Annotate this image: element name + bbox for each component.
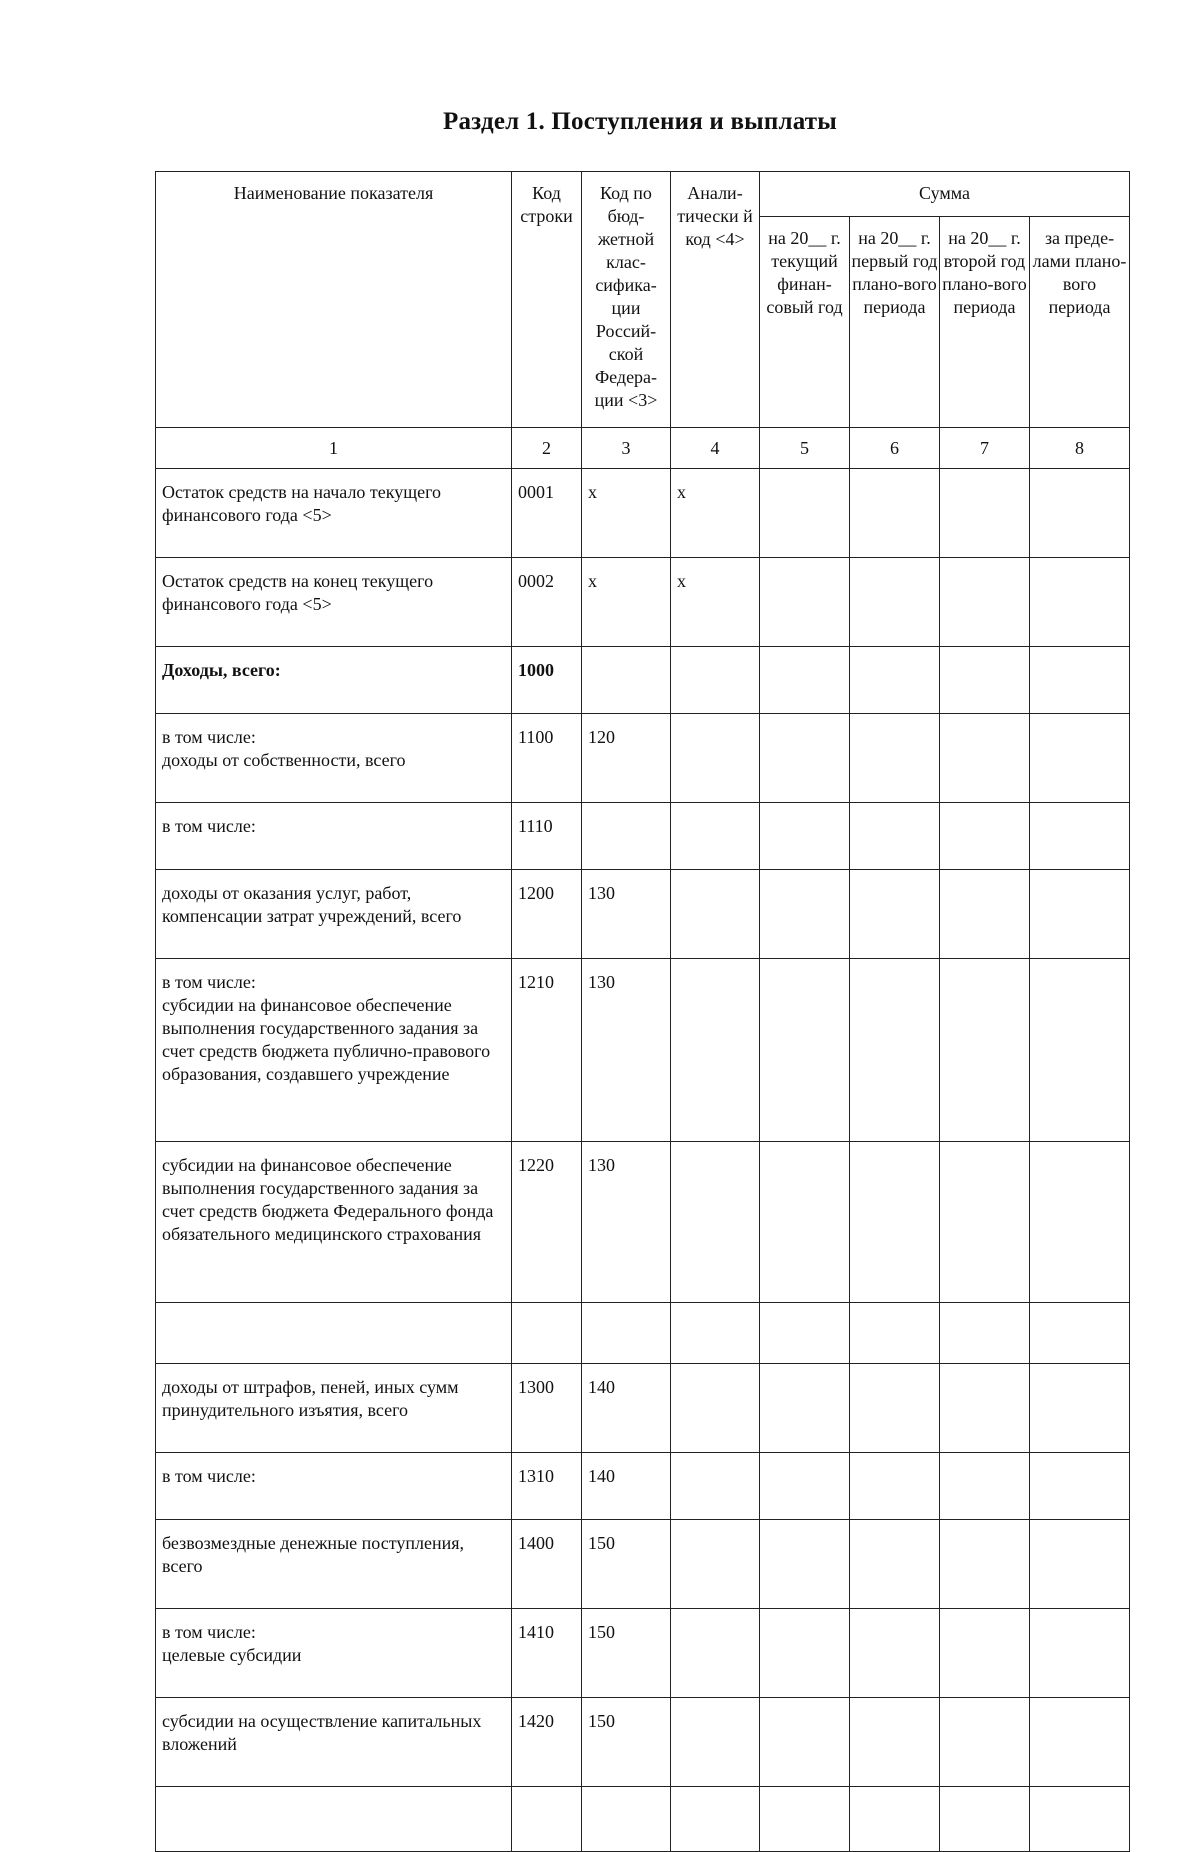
row-sum-cell — [940, 870, 1030, 959]
row-sum-cell — [1030, 714, 1130, 803]
table-row — [156, 647, 1130, 714]
row-budget-code: 130 — [582, 959, 671, 1142]
row-line-code: 1220 — [512, 1142, 582, 1303]
row-sum-cell — [850, 1520, 940, 1609]
row-line-code: 0001 — [512, 469, 582, 558]
row-sum-cell — [850, 1787, 940, 1852]
table-row — [156, 1453, 1130, 1520]
row-sum-cell — [760, 647, 850, 714]
row-sum-cell — [760, 1303, 850, 1364]
row-sum-cell — [1030, 1303, 1130, 1364]
header-sum-second-plan-year: на 20__ г. второй год плано-вого периода — [940, 217, 1030, 428]
row-budget-code: 120 — [582, 714, 671, 803]
row-budget-code: 150 — [582, 1520, 671, 1609]
row-budget-code: x — [582, 469, 671, 558]
row-analytic-code — [671, 1520, 760, 1609]
row-name: в том числе: — [156, 803, 512, 870]
row-sum-cell — [940, 959, 1030, 1142]
row-sum-cell — [1030, 1787, 1130, 1852]
row-sum-cell — [760, 469, 850, 558]
row-line-code: 1300 — [512, 1364, 582, 1453]
header-sum-first-plan-year: на 20__ г. первый год плано-вого периода — [850, 217, 940, 428]
row-sum-cell — [1030, 803, 1130, 870]
row-sum-cell — [850, 469, 940, 558]
row-sum-cell — [760, 1453, 850, 1520]
row-name — [156, 1787, 512, 1852]
header-sum-current-year: на 20__ г. текущий финан-совый год — [760, 217, 850, 428]
row-analytic-code — [671, 1787, 760, 1852]
row-sum-cell — [1030, 1142, 1130, 1303]
row-budget-code — [582, 1787, 671, 1852]
row-name: субсидии на финансовое обеспечение выполнения государственного задания за счет средств бюджета Федерального фонда обязательного медицинского страхования — [156, 1142, 512, 1303]
row-sum-cell — [850, 558, 940, 647]
row-name: в том числе: — [156, 1453, 512, 1520]
header-sum-beyond-plan: за преде-лами плано-вого периода — [1030, 217, 1130, 428]
row-sum-cell — [850, 870, 940, 959]
table-row — [156, 1520, 1130, 1609]
row-sum-cell — [850, 1303, 940, 1364]
row-sum-cell — [760, 714, 850, 803]
row-budget-code: 150 — [582, 1698, 671, 1787]
column-number: 1 — [156, 428, 512, 469]
row-budget-code — [582, 803, 671, 870]
row-sum-cell — [760, 1787, 850, 1852]
column-number: 7 — [940, 428, 1030, 469]
row-sum-cell — [1030, 558, 1130, 647]
row-sum-cell — [850, 1453, 940, 1520]
row-sum-cell — [940, 1364, 1030, 1453]
row-name: Остаток средств на конец текущего финансового года <5> — [156, 558, 512, 647]
header-sum: Сумма — [760, 172, 1130, 217]
row-sum-cell — [760, 803, 850, 870]
row-sum-cell — [1030, 1453, 1130, 1520]
column-number: 5 — [760, 428, 850, 469]
row-sum-cell — [940, 1787, 1030, 1852]
column-number: 6 — [850, 428, 940, 469]
row-sum-cell — [760, 1698, 850, 1787]
header-analytic-code: Анали-тически й код <4> — [671, 172, 760, 428]
row-budget-code — [582, 647, 671, 714]
row-line-code — [512, 1787, 582, 1852]
row-analytic-code — [671, 1364, 760, 1453]
row-analytic-code — [671, 1698, 760, 1787]
row-sum-cell — [760, 1609, 850, 1698]
row-sum-cell — [1030, 870, 1130, 959]
row-sum-cell — [760, 1142, 850, 1303]
income-payments-table — [155, 171, 1130, 1852]
row-sum-cell — [940, 469, 1030, 558]
row-analytic-code — [671, 870, 760, 959]
row-analytic-code — [671, 959, 760, 1142]
row-sum-cell — [940, 1520, 1030, 1609]
row-line-code: 1410 — [512, 1609, 582, 1698]
row-sum-cell — [940, 803, 1030, 870]
row-line-code: 1110 — [512, 803, 582, 870]
row-analytic-code: x — [671, 558, 760, 647]
row-sum-cell — [760, 1520, 850, 1609]
row-name: Остаток средств на начало текущего финансового года <5> — [156, 469, 512, 558]
table-row — [156, 1364, 1130, 1453]
row-name: безвозмездные денежные поступления, всего — [156, 1520, 512, 1609]
table-row — [156, 1303, 1130, 1364]
table-row — [156, 1609, 1130, 1698]
row-line-code: 1310 — [512, 1453, 582, 1520]
row-analytic-code — [671, 1142, 760, 1303]
row-line-code: 1000 — [512, 647, 582, 714]
column-number: 3 — [582, 428, 671, 469]
row-sum-cell — [850, 1698, 940, 1787]
row-analytic-code — [671, 1303, 760, 1364]
row-sum-cell — [940, 1453, 1030, 1520]
row-analytic-code: x — [671, 469, 760, 558]
row-name: в том числе: субсидии на финансовое обеспечение выполнения государственного задания за счет средств бюджета публично-правового образования, создавшего учреждение — [156, 959, 512, 1142]
row-name — [156, 1303, 512, 1364]
row-sum-cell — [760, 870, 850, 959]
row-line-code: 1420 — [512, 1698, 582, 1787]
row-line-code: 0002 — [512, 558, 582, 647]
row-sum-cell — [940, 647, 1030, 714]
column-number-row — [156, 428, 1130, 469]
table-row — [156, 1698, 1130, 1787]
row-name: субсидии на осуществление капитальных вложений — [156, 1698, 512, 1787]
row-sum-cell — [1030, 1609, 1130, 1698]
row-analytic-code — [671, 803, 760, 870]
row-sum-cell — [940, 714, 1030, 803]
row-sum-cell — [940, 558, 1030, 647]
row-line-code — [512, 1303, 582, 1364]
row-name: в том числе: целевые субсидии — [156, 1609, 512, 1698]
row-budget-code — [582, 1303, 671, 1364]
row-name: Доходы, всего: — [156, 647, 512, 714]
row-budget-code: 140 — [582, 1453, 671, 1520]
header-budget-code: Код по бюд-жетной клас-сифика-ции Россий-ской Федера-ции <3> — [582, 172, 671, 428]
row-sum-cell — [850, 1364, 940, 1453]
row-line-code: 1210 — [512, 959, 582, 1142]
row-budget-code: 140 — [582, 1364, 671, 1453]
row-sum-cell — [760, 558, 850, 647]
row-sum-cell — [760, 959, 850, 1142]
row-sum-cell — [760, 1364, 850, 1453]
row-sum-cell — [1030, 647, 1130, 714]
row-sum-cell — [940, 1303, 1030, 1364]
row-sum-cell — [850, 803, 940, 870]
row-sum-cell — [940, 1698, 1030, 1787]
header-indicator-name: Наименование показателя — [156, 172, 512, 428]
column-number: 8 — [1030, 428, 1130, 469]
row-line-code: 1100 — [512, 714, 582, 803]
table-row — [156, 1142, 1130, 1303]
row-sum-cell — [850, 1609, 940, 1698]
row-sum-cell — [850, 959, 940, 1142]
table-row — [156, 803, 1130, 870]
row-sum-cell — [850, 714, 940, 803]
table-body — [156, 469, 1130, 1852]
row-budget-code: 130 — [582, 1142, 671, 1303]
row-budget-code: x — [582, 558, 671, 647]
row-sum-cell — [1030, 1520, 1130, 1609]
row-sum-cell — [940, 1609, 1030, 1698]
table-row — [156, 870, 1130, 959]
table-row — [156, 1787, 1130, 1852]
row-line-code: 1400 — [512, 1520, 582, 1609]
row-line-code: 1200 — [512, 870, 582, 959]
row-name: доходы от штрафов, пеней, иных сумм принудительного изъятия, всего — [156, 1364, 512, 1453]
row-sum-cell — [850, 647, 940, 714]
row-analytic-code — [671, 1453, 760, 1520]
table-row — [156, 714, 1130, 803]
row-sum-cell — [940, 1142, 1030, 1303]
row-sum-cell — [1030, 469, 1130, 558]
header-line-code: Код строки — [512, 172, 582, 428]
table-row — [156, 959, 1130, 1142]
row-sum-cell — [850, 1142, 940, 1303]
row-name: доходы от оказания услуг, работ, компенсации затрат учреждений, всего — [156, 870, 512, 959]
column-number: 4 — [671, 428, 760, 469]
row-analytic-code — [671, 1609, 760, 1698]
row-name: в том числе: доходы от собственности, всего — [156, 714, 512, 803]
row-sum-cell — [1030, 1698, 1130, 1787]
row-budget-code: 130 — [582, 870, 671, 959]
row-analytic-code — [671, 647, 760, 714]
table-row — [156, 558, 1130, 647]
table-row — [156, 469, 1130, 558]
column-number: 2 — [512, 428, 582, 469]
row-sum-cell — [1030, 959, 1130, 1142]
row-sum-cell — [1030, 1364, 1130, 1453]
row-analytic-code — [671, 714, 760, 803]
section-title: Раздел 1. Поступления и выплаты — [443, 108, 837, 135]
row-budget-code: 150 — [582, 1609, 671, 1698]
